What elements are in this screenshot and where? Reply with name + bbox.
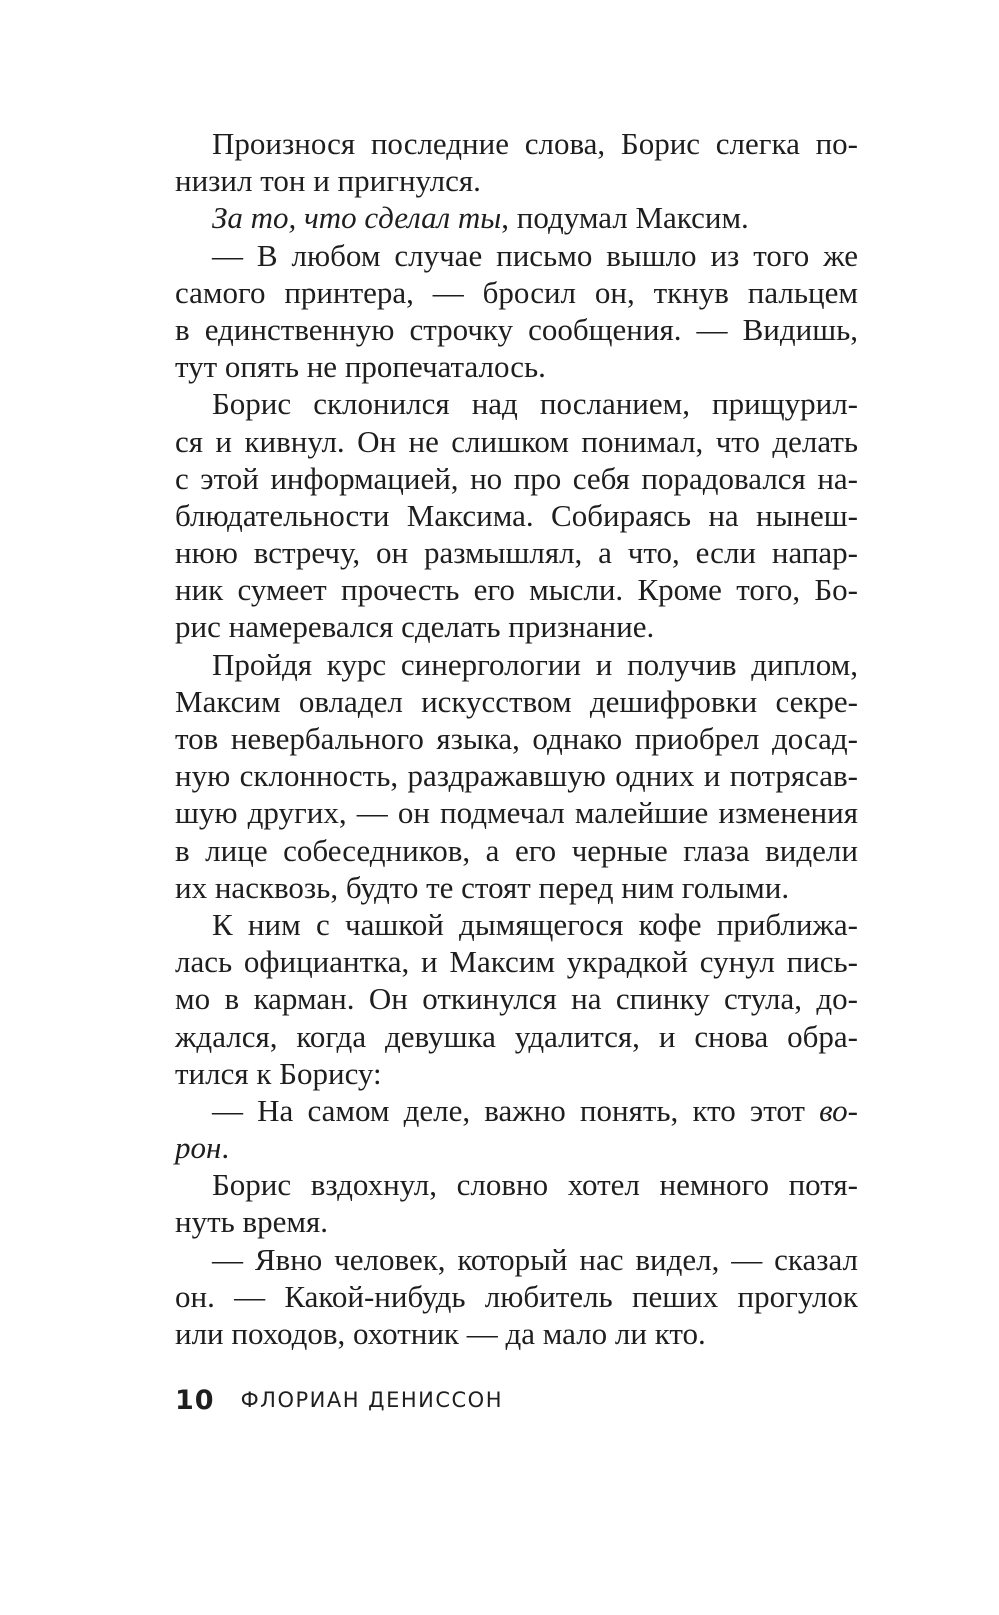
text-segment: тов невербального языка, однако приобрел досад- xyxy=(175,721,858,756)
text-line xyxy=(175,794,858,831)
text-segment: ник сумеет прочесть его мысли. Кроме того, Бо- xyxy=(175,572,858,608)
text-line xyxy=(175,274,858,311)
text-line xyxy=(175,906,858,943)
text-line xyxy=(175,1241,858,1278)
text-segment: мо в карман. Он откинулся на спинку стула, до- xyxy=(175,981,858,1017)
running-head-author: ФЛОРИАН ДЕНИССОН xyxy=(240,1388,504,1412)
text-line xyxy=(175,571,858,608)
text-line xyxy=(175,1278,858,1315)
text-segment: , подумал Максим. xyxy=(501,200,749,236)
text-segment: — На самом деле, важно понять, кто этот xyxy=(212,1092,820,1128)
text-segment: ждался, когда девушка удалится, и снова обра- xyxy=(175,1018,858,1054)
text-line xyxy=(175,534,858,571)
text-line xyxy=(175,311,858,348)
text-segment: рис намеревался сделать признание. xyxy=(175,609,655,645)
text-line xyxy=(175,1018,858,1055)
text-segment: Произнося последние слова, Борис слегка по- xyxy=(212,126,858,161)
text-line xyxy=(175,1129,858,1166)
text-line xyxy=(175,348,858,385)
text-segment: Максим овладел искусством дешифровки секре- xyxy=(175,683,858,719)
text-segment: нуть время. xyxy=(175,1204,329,1240)
text-segment: . xyxy=(221,1130,230,1166)
text-segment: в единственную строчку сообщения. — Видишь, xyxy=(175,311,858,347)
text-segment: самого принтера, — бросил он, ткнув пальцем xyxy=(175,274,858,310)
text-segment: нюю встречу, он размышлял, а что, если напар- xyxy=(175,535,858,571)
text-line xyxy=(175,869,858,906)
text-segment: К ним с чашкой дымящегося кофе приближа- xyxy=(212,906,858,942)
text-segment: — Явно человек, который нас видел, — сказал xyxy=(212,1241,858,1277)
italic-text: За то, что сделал ты xyxy=(212,200,502,236)
text-segment: с этой информацией, но про себя порадовался на- xyxy=(175,460,858,496)
text-segment: Борис склонился над посланием, прищурил- xyxy=(212,386,858,422)
text-line xyxy=(175,720,858,757)
text-line xyxy=(175,162,858,199)
text-line xyxy=(175,832,858,869)
italic-text: рон xyxy=(175,1130,222,1166)
text-line xyxy=(175,943,858,980)
text-segment: Борис вздохнул, словно хотел немного потя- xyxy=(212,1167,858,1203)
text-line xyxy=(175,683,858,720)
page-number: 10 xyxy=(175,1384,215,1416)
text-segment: тился к Борису: xyxy=(175,1055,382,1091)
text-line xyxy=(175,497,858,534)
text-segment: шую других, — он подмечал малейшие изменения xyxy=(175,795,858,831)
text-segment: блюдательности Максима. Собираясь на нынеш- xyxy=(175,497,858,533)
text-segment: в лице собеседников, а его черные глаза видели xyxy=(175,832,858,868)
text-line xyxy=(175,1055,858,1092)
text-segment: низил тон и пригнулся. xyxy=(175,163,481,199)
text-line xyxy=(175,757,858,794)
text-line xyxy=(175,423,858,460)
text-line xyxy=(175,1203,858,1240)
text-line xyxy=(175,460,858,497)
text-segment: — В любом случае письмо вышло из того же xyxy=(212,237,858,273)
text-segment: Пройдя курс синергологии и получив диплом, xyxy=(212,646,858,682)
page-footer xyxy=(175,1385,503,1415)
text-line xyxy=(175,1315,858,1352)
text-line xyxy=(175,1092,858,1129)
text-line xyxy=(175,199,858,236)
text-segment: тут опять не пропечаталось. xyxy=(175,349,546,385)
text-line xyxy=(175,608,858,645)
text-segment: ную склонность, раздражавшую одних и потрясав- xyxy=(175,758,858,794)
text-line xyxy=(175,1166,858,1203)
text-line xyxy=(175,980,858,1017)
text-line xyxy=(175,385,858,422)
text-segment: ся и кивнул. Он не слишком понимал, что делать xyxy=(175,423,858,459)
text-segment: их насквозь, будто те стоят перед ним голыми. xyxy=(175,869,790,905)
text-line xyxy=(175,125,858,162)
body-text xyxy=(175,125,858,1352)
text-segment: лась официантка, и Максим украдкой сунул пись- xyxy=(175,944,858,980)
text-line xyxy=(175,237,858,274)
text-segment: он. — Какой-нибудь любитель пеших прогулок xyxy=(175,1278,858,1314)
italic-text: во- xyxy=(819,1092,858,1128)
text-line xyxy=(175,646,858,683)
text-segment: или походов, охотник — да мало ли кто. xyxy=(175,1316,706,1351)
